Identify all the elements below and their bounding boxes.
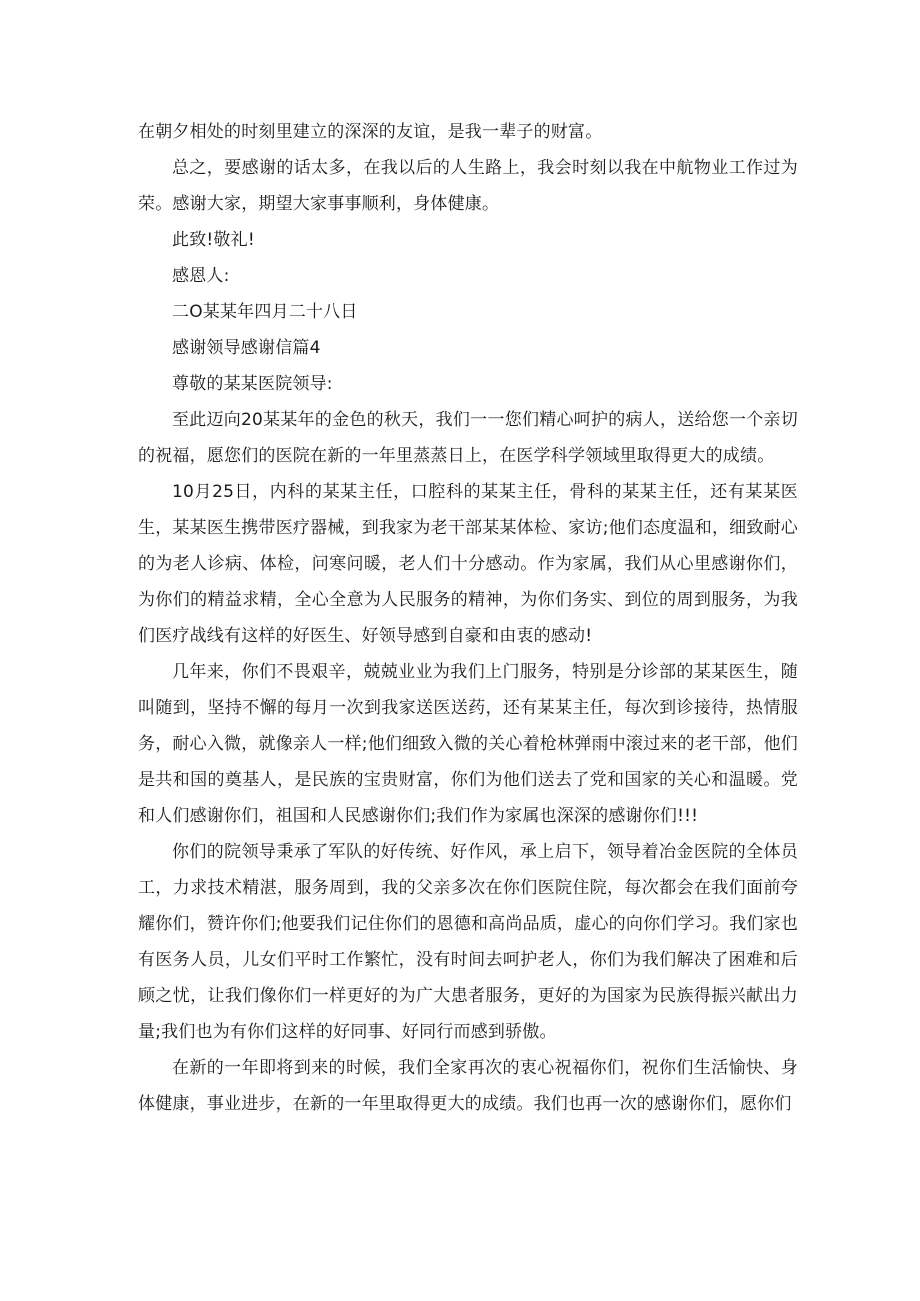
paragraph-conclusion: 总之，要感谢的话太多，在我以后的人生路上，我会时刻以我在中航物业工作过为荣。感谢大家，期望大家事事顺利，身体健康。 [138, 158, 798, 214]
paragraph-friendship: 在朝夕相处的时刻里建立的深深的友谊，是我一辈子的财富。 [138, 122, 603, 142]
paragraph-house-visit: 10月25日，内科的某某主任，口腔科的某某主任，骨科的某某主任，还有某某医生，某某医生携带医疗器械，到我家为老干部某某体检、家访;他们态度温和，细致耐心的为老人诊病、体检，问寒问暖，老人们十分感动。作为家属，我们从心里感谢你们，为你们的精益求精，全心全意为人民服务的精神，为你们务实、到位的周到服务，为我们医疗战线有这样的好医生、好领导感到自豪和由衷的感动! [138, 482, 798, 646]
document-body [138, 114, 798, 1122]
paragraph-years-service: 几年来，你们不畏艰辛，兢兢业业为我们上门服务，特别是分诊部的某某医生，随叫随到，坚持不懈的每月一次到我家送医送药，还有某某主任，每次到诊接待，热情服务，耐心入微，就像亲人一样;他们细致入微的关心着枪林弹雨中滚过来的老干部，他们是共和国的奠基人，是民族的宝贵财富，你们为他们送去了党和国家的关心和温暖。党和人们感谢你们，祖国和人民感谢你们;我们作为家属也深深的感谢你们!!! [138, 662, 798, 826]
paragraph-hospital-leaders: 你们的院领导秉承了军队的好传统、好作风，承上启下，领导着冶金医院的全体员工，力求技术精湛，服务周到，我的父亲多次在你们医院住院，每次都会在我们面前夸耀你们，赞许你们;他要我们记住你们的恩德和高尚品质，虚心的向你们学习。我们家也有医务人员，儿女们平时工作繁忙，没有时间去呵护老人，你们为我们解决了困难和后顾之忧，让我们像你们一样更好的为广大患者服务，更好的为国家为民族得振兴献出力量;我们也为有你们这样的好同事、好同行而感到骄傲。 [138, 842, 798, 1042]
paragraph-signer: 感恩人: [172, 266, 230, 286]
paragraph-date: 二O某某年四月二十八日 [172, 302, 358, 322]
paragraph-new-year-wishes: 在新的一年即将到来的时候，我们全家再次的衷心祝福你们，祝你们生活愉快、身体健康，事业进步，在新的一年里取得更大的成绩。我们也再一次的感谢你们，愿你们 [138, 1058, 798, 1114]
paragraph-greeting: 尊敬的某某医院领导: [172, 374, 333, 394]
paragraph-autumn-blessing: 至此迈向20某某年的金色的秋天，我们一一您们精心呵护的病人，送给您一个亲切的祝福，愿您们的医院在新的一年里蒸蒸日上，在医学科学领域里取得更大的成绩。 [138, 410, 798, 466]
paragraph-salutation: 此致!敬礼! [172, 230, 255, 250]
section-heading: 感谢领导感谢信篇4 [172, 338, 321, 358]
